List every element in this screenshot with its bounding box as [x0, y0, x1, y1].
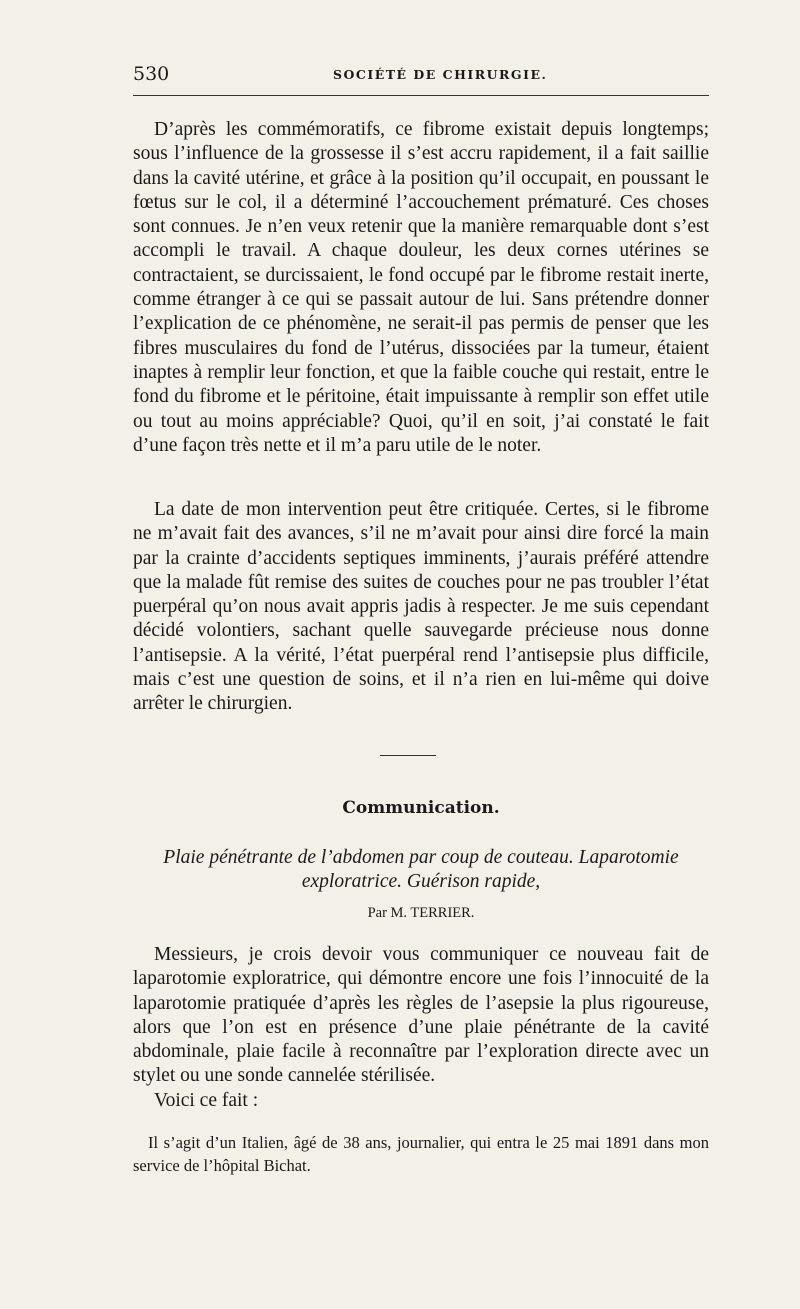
- paragraph: D’après les commémoratifs, ce fibrome existait depuis longtemps; sous l’influence de la grossesse il s’est accru rapidement, il a fait saillie dans la cavité utérine, et grâce à la position qu’il occupait, en poussant le fœtus sur le col, il a déterminé l’accouchement prématuré. Ces choses sont connues. Je n’en veux retenir que la manière remarquable dont s’est accompli le travail. A chaque douleur, les deux cornes utérines se contractaient, se durcissaient, le fond occupé par le fibrome restait inerte, comme étranger à ce qui se passait autour de lui. Sans prétendre donner l’explication de ce phénomène, ne serait-il pas permis de penser que les fibres musculaires du fond de l’utérus, dissociées par la tumeur, étaient inaptes à remplir leur fonction, et que la faible couche qui restait, entre le fond du fibrome et le péritoine, était impuissante à remplir son effet utile ou tout au moins appréciable? Quoi, qu’il en soit, j’ai constaté le fait d’une façon très nette et il m’a paru utile de le noter.: [133, 119, 709, 456]
- communication-title: [133, 846, 709, 895]
- paragraph: La date de mon intervention peut être critiquée. Certes, si le fibrome ne m’avait fait des avances, s’il ne m’avait pour ainsi dire forcé la main par la crainte d’accidents septiques imminents, j’aurais préféré attendre que la malade fût remise des suites de couches pour ne pas troubler l’état puerpéral qu’on nous avait appris jadis à respecter. Je me suis cependant décidé volontiers, sachant quelle sauvegarde précieuse nous donne l’antisepsie. A la vérité, l’état puerpéral rend l’antisepsie plus difficile, mais c’est une question de soins, et il n’a rien en lui-même qui doive arrêter le chirurgien.: [133, 499, 709, 715]
- paragraph-block-2: [133, 498, 709, 717]
- title-line-2: exploratrice. Guérison rapide,: [301, 871, 541, 893]
- page-number: 530: [133, 63, 170, 85]
- section-heading: Communication.: [342, 798, 500, 818]
- author-byline: Par M. TERRIER.: [367, 905, 475, 921]
- case-report: [133, 1131, 709, 1177]
- communication-body: [133, 943, 709, 1113]
- running-title: SOCIÉTÉ DE CHIRURGIE.: [333, 67, 548, 82]
- case-paragraph: Il s’agit d’un Italien, âgé de 38 ans, journalier, qui entra le 25 mai 1891 dans mon service de l’hôpital Bichat.: [133, 1133, 709, 1175]
- title-line-1: Plaie pénétrante de l’abdomen par coup de couteau. Laparotomie: [163, 847, 679, 868]
- section-separator: [380, 755, 436, 756]
- paragraph-block-1: [133, 118, 709, 458]
- header-rule: [133, 95, 709, 96]
- paragraph: Voici ce fait :: [154, 1089, 259, 1111]
- paragraph: Messieurs, je crois devoir vous communiquer ce nouveau fait de laparotomie exploratrice, qui démontre encore une fois l’innocuité de la laparotomie pratiquée d’après les règles de l’asepsie la plus rigoureuse, alors que l’on est en présence d’une plaie pénétrante de la cavité abdominale, plaie facile à reconnaître par l’exploration directe avec un stylet ou une sonde cannelée stérilisée.: [133, 944, 709, 1087]
- running-header: [133, 63, 713, 89]
